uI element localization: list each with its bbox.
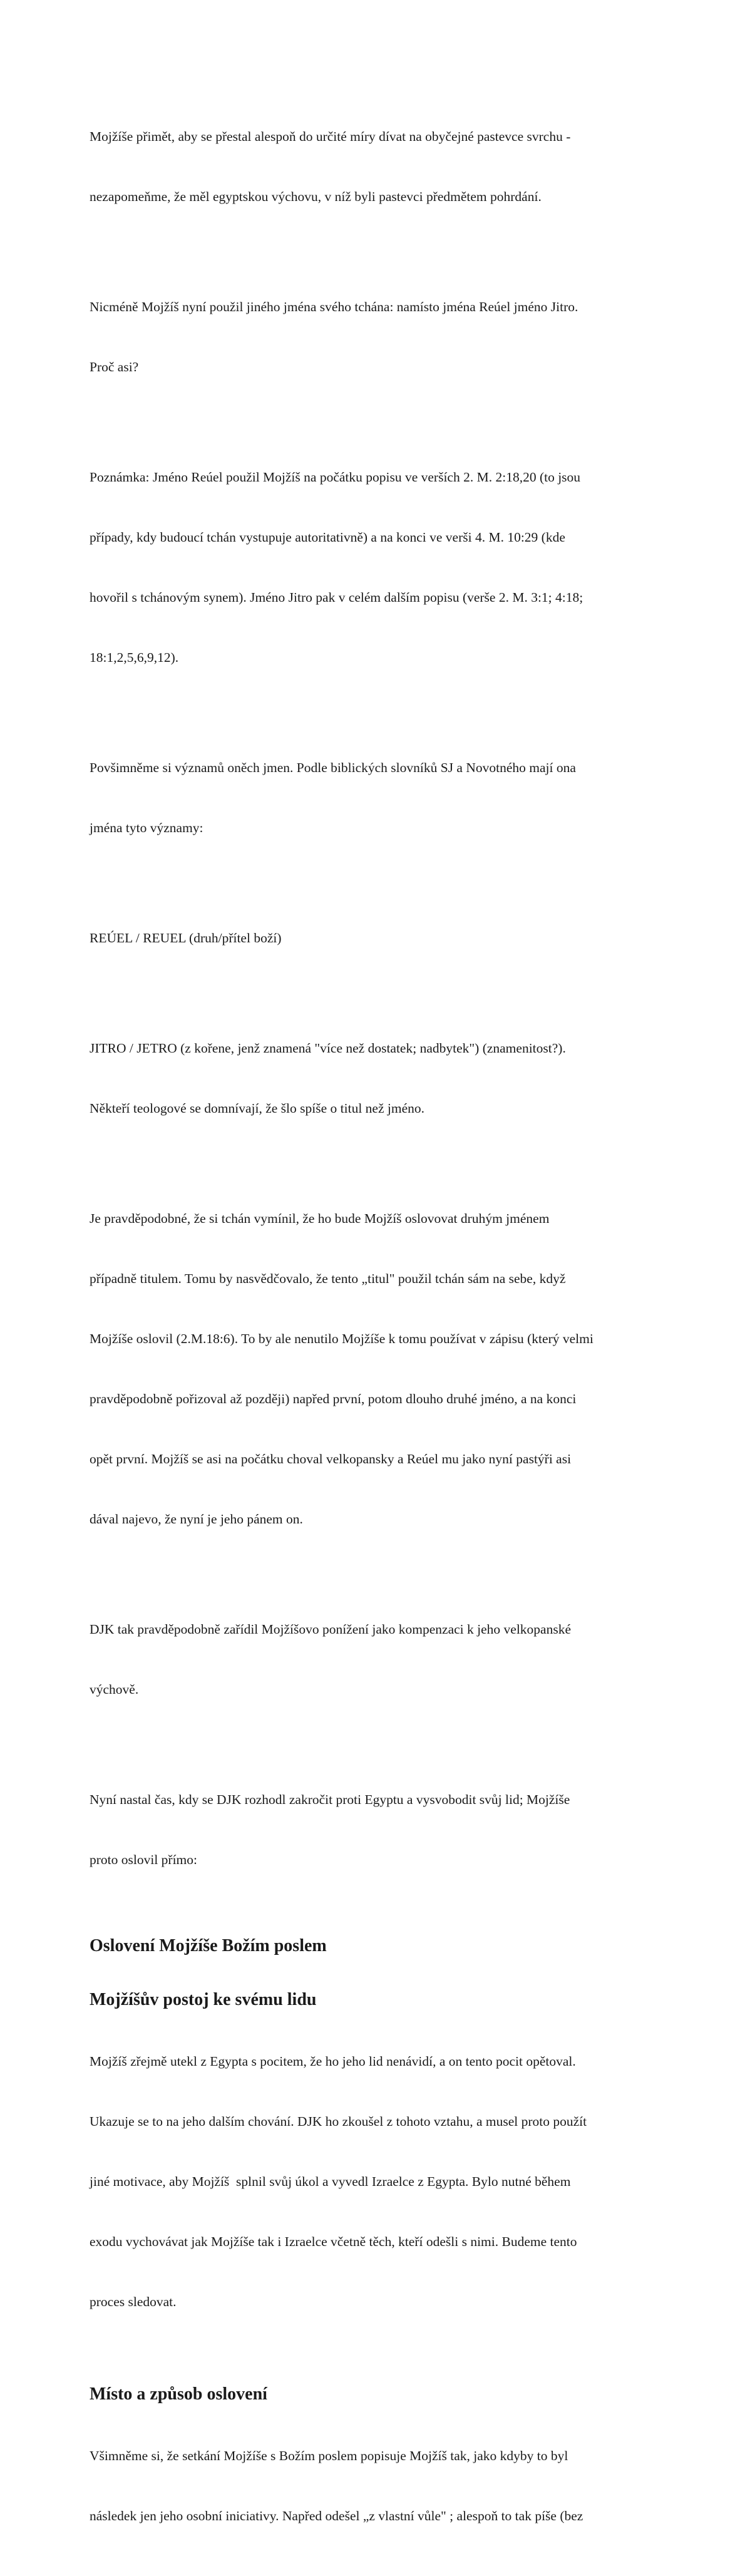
text-line: JITRO / JETRO (z kořene, jenž znamená "více než dostatek; nadbytek") (znamenitost?). (90, 1041, 566, 1056)
text-line: případně titulem. Tomu by nasvědčovalo, že tento „titul" použil tchán sám na sebe, když (90, 1271, 566, 1286)
text-line: proces sledovat. (90, 2294, 177, 2309)
text-line: Nicméně Mojžíš nyní použil jiného jména svého tchána: namísto jména Reúel jméno Jitro. (90, 299, 578, 314)
text-line: Všimněme si, že setkání Mojžíše s Božím poslem popisuje Mojžíš tak, jako kdyby to byl (90, 2448, 568, 2463)
paragraph (90, 718, 669, 878)
section-heading-main: Oslovení Mojžíše Božím poslem (90, 1936, 327, 1955)
text-line: proto oslovil přímo: (90, 1852, 197, 1867)
text-line: jména tyto významy: (90, 820, 203, 835)
paragraph-note (90, 427, 669, 708)
section-body-attitude (90, 2011, 669, 2352)
section-heading-attitude: Mojžíšův postoj ke svému lidu (90, 1990, 317, 2009)
paragraph (90, 1579, 669, 1739)
text-line: Povšimněme si významů oněch jmen. Podle biblických slovníků SJ a Novotného mají ona (90, 760, 576, 775)
document-page (90, 86, 669, 2576)
paragraph (90, 257, 669, 417)
text-line: Ukazuje se to na jeho dalším chování. DJK ho zkoušel z tohoto vztahu, a musel proto použít (90, 2114, 587, 2129)
paragraph (90, 1168, 669, 1569)
text-line: výchově. (90, 1682, 139, 1697)
name-meaning-jitro (90, 998, 669, 1158)
paragraph (90, 86, 669, 247)
section-body-place (90, 2406, 669, 2566)
text-line: Nyní nastal čas, kdy se DJK rozhodl zakročit proti Egyptu a vysvobodit svůj lid; Mojžíše (90, 1792, 570, 1807)
text-line: exodu vychovávat jak Mojžíše tak i Izraelce včetně těch, kteří odešli s nimi. Budeme tento (90, 2234, 577, 2249)
text-line: dával najevo, že nyní je jeho pánem on. (90, 1512, 303, 1527)
text-line: Proč asi? (90, 359, 139, 374)
text-line: opět první. Mojžíš se asi na počátku choval velkopansky a Reúel mu jako nyní pastýři asi (90, 1451, 572, 1466)
text-line: nezapomeňme, že měl egyptskou výchovu, v níž byli pastevci předmětem pohrdání. (90, 189, 542, 204)
text-line: Někteří teologové se domnívají, že šlo spíše o titul než jméno. (90, 1101, 424, 1116)
text-line: hovořil s tchánovým synem). Jméno Jitro pak v celém dalším popisu (verše 2. M. 3:1; 4:18; (90, 590, 583, 605)
text-line: 18:1,2,5,6,9,12). (90, 650, 179, 665)
text-line: Mojžíše oslovil (2.M.18:6). To by ale nenutilo Mojžíše k tomu používat v zápisu (který velmi (90, 1331, 593, 1346)
paragraph (90, 1749, 669, 1910)
text-line: Poznámka: Jméno Reúel použil Mojžíš na počátku popisu ve verších 2. M. 2:18,20 (to jsou (90, 470, 581, 485)
name-meaning-reuel (90, 888, 669, 988)
text-line: Mojžíš zřejmě utekl z Egypta s pocitem, že ho jeho lid nenávidí, a on tento pocit opětoval. (90, 2054, 576, 2069)
text-line: DJK tak pravděpodobně zařídil Mojžíšovo ponížení jako kompenzaci k jeho velkopanské (90, 1622, 572, 1637)
text-line: případy, kdy budoucí tchán vystupuje autoritativně) a na konci ve verši 4. M. 10:29 (kde (90, 530, 565, 545)
text-line: následek jen jeho osobní iniciativy. Napřed odešel „z vlastní vůle" ; alespoň to tak píše (bez (90, 2508, 583, 2523)
text-line: REÚEL / REUEL (druh/přítel boží) (90, 930, 282, 945)
text-line: Je pravděpodobné, že si tchán vymínil, že ho bude Mojžíš oslovovat druhým jménem (90, 1211, 550, 1226)
text-line: pravděpodobně pořizoval až později) napřed první, potom dlouho druhé jméno, a na konci (90, 1391, 577, 1406)
text-line: Mojžíše přimět, aby se přestal alespoň do určité míry dívat na obyčejné pastevce svrchu - (90, 129, 571, 144)
section-heading-place: Místo a způsob oslovení (90, 2384, 267, 2404)
text-line: jiné motivace, aby Mojžíš splnil svůj úkol a vyvedl Izraelce z Egypta. Bylo nutné během (90, 2174, 571, 2189)
